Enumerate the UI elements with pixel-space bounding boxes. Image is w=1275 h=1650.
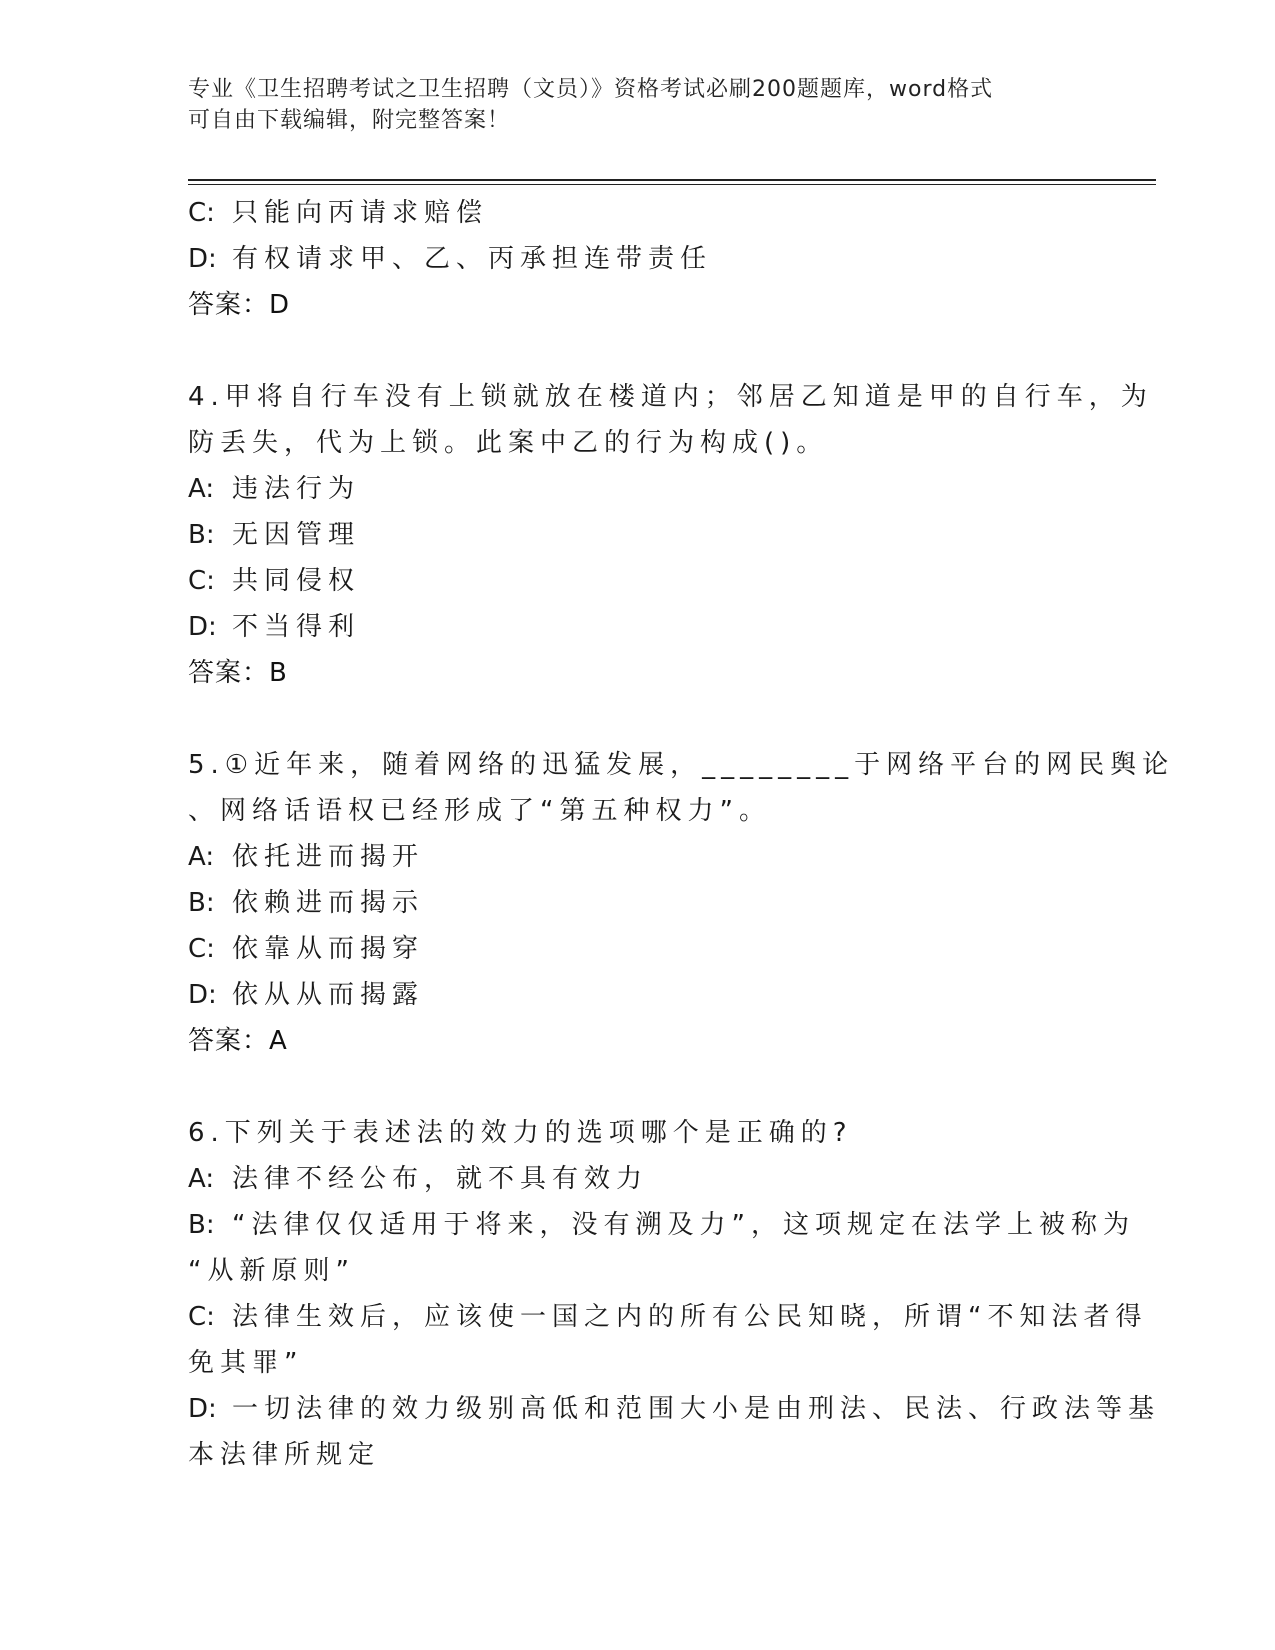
question-4 xyxy=(188,374,1153,696)
option-label: A: xyxy=(188,1164,215,1194)
option-b xyxy=(188,1202,1135,1248)
option-text: 一切法律的效力级别高低和范围大小是由刑法、民法、行政法等基 xyxy=(232,1394,1161,1424)
question-6 xyxy=(188,1110,1161,1478)
option-label: A: xyxy=(188,474,215,504)
option-label: D: xyxy=(188,980,217,1010)
option-label: D: xyxy=(188,1394,217,1424)
option-text: 依赖进而揭示 xyxy=(232,888,425,918)
option-label: A: xyxy=(188,842,215,872)
header-divider-thick xyxy=(188,179,1156,181)
option-label: B: xyxy=(188,520,215,550)
answer-line: 答案：A xyxy=(188,1026,288,1056)
question-stem-line: 5.①近年来，随着网络的迅猛发展，________于网络平台的网民舆论 xyxy=(188,750,1175,780)
option-text: 共同侵权 xyxy=(232,566,361,596)
header-line-1: 专业《卫生招聘考试之卫生招聘（文员）》资格考试必刷200题题库，word格式 xyxy=(188,77,994,102)
option-a xyxy=(188,834,1088,880)
document-header xyxy=(188,74,1068,136)
option-text: 无因管理 xyxy=(232,520,361,550)
option-text: 依从从而揭露 xyxy=(232,980,425,1010)
option-c-continuation: 免其罪” xyxy=(188,1348,304,1378)
option-label: C: xyxy=(188,1302,215,1332)
option-c xyxy=(188,190,1088,236)
option-label: D: xyxy=(188,244,217,274)
option-d xyxy=(188,1386,1161,1432)
option-label: D: xyxy=(188,612,217,642)
option-a xyxy=(188,1156,1088,1202)
option-label: C: xyxy=(188,934,215,964)
option-label: C: xyxy=(188,198,215,228)
question-stem-line: 4.甲将自行车没有上锁就放在楼道内；邻居乙知道是甲的自行车，为 xyxy=(188,382,1153,412)
option-text: 违法行为 xyxy=(232,474,361,504)
question-stem-line: 6.下列关于表述法的效力的选项哪个是正确的? xyxy=(188,1118,853,1148)
option-b-continuation: “从新原则” xyxy=(188,1256,355,1286)
answer-line: 答案：B xyxy=(188,658,288,688)
option-d xyxy=(188,972,1088,1018)
option-text: 法律生效后，应该使一国之内的所有公民知晓，所谓“不知法者得 xyxy=(232,1302,1148,1332)
option-d-continuation: 本法律所规定 xyxy=(188,1440,381,1470)
option-c xyxy=(188,1294,1148,1340)
option-d xyxy=(188,236,1088,282)
option-b xyxy=(188,512,1088,558)
option-text: 依靠从而揭穿 xyxy=(232,934,425,964)
option-text: 有权请求甲、乙、丙承担连带责任 xyxy=(232,244,713,274)
option-text: “法律仅仅适用于将来，没有溯及力”，这项规定在法学上被称为 xyxy=(232,1210,1135,1240)
option-label: C: xyxy=(188,566,215,596)
option-text: 依托进而揭开 xyxy=(232,842,425,872)
option-label: B: xyxy=(188,888,215,918)
header-line-2: 可自由下载编辑，附完整答案！ xyxy=(188,108,511,133)
option-d xyxy=(188,604,1088,650)
question-stem-line: 防丢失，代为上锁。此案中乙的行为构成()。 xyxy=(188,428,829,458)
question-5 xyxy=(188,742,1175,1064)
option-a xyxy=(188,466,1088,512)
option-text: 只能向丙请求赔偿 xyxy=(232,198,489,228)
question-stem-line: 、网络话语权已经形成了“第五种权力”。 xyxy=(188,796,771,826)
option-text: 不当得利 xyxy=(232,612,361,642)
option-text: 法律不经公布，就不具有效力 xyxy=(232,1164,649,1194)
option-b xyxy=(188,880,1088,926)
carryover-block xyxy=(188,190,1088,328)
option-c xyxy=(188,558,1088,604)
option-label: B: xyxy=(188,1210,215,1240)
option-c xyxy=(188,926,1088,972)
document-body xyxy=(188,190,1175,1478)
header-divider-thin xyxy=(188,184,1156,185)
answer-line: 答案：D xyxy=(188,290,291,320)
